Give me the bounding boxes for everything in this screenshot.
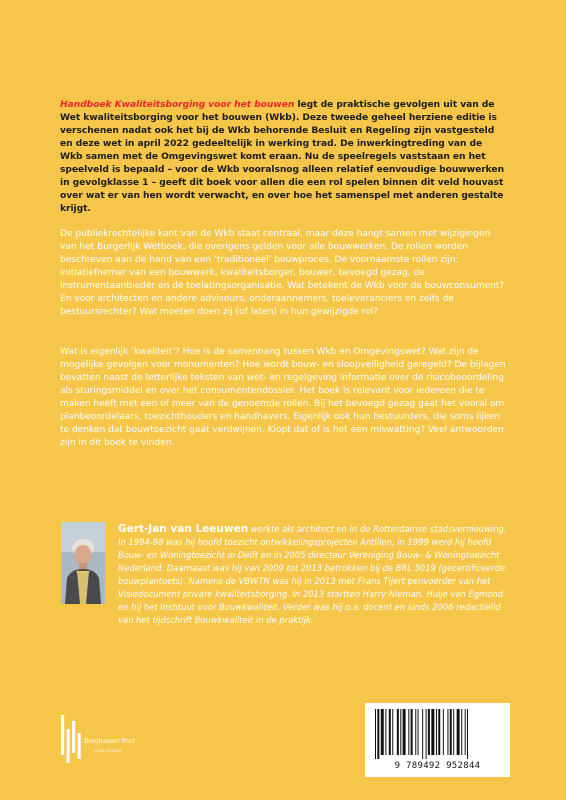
barcode-bar: [461, 709, 462, 755]
publisher-name: Berghauser Pont: [84, 738, 136, 745]
barcode-bar: [400, 709, 401, 755]
author-name: Gert-Jan van Leeuwen: [118, 523, 249, 535]
barcode-bars: [373, 709, 502, 759]
barcode-bar: [408, 709, 409, 755]
barcode-bar: [377, 709, 379, 759]
author-portrait-image: [61, 522, 105, 604]
isbn-barcode: [365, 703, 510, 777]
publisher-logo-mark: [60, 715, 82, 763]
barcode-bar: [411, 709, 413, 755]
barcode-bar: [443, 709, 444, 755]
author-bio: [118, 523, 510, 627]
barcode-bar: [436, 709, 437, 755]
barcode-bar: [428, 709, 430, 755]
barcode-bar: [422, 709, 423, 759]
body-paragraph-roles: De publiekrechtelijke kant van de Wkb staat centraal, maar deze hangt samen met wijzigingen van het Burgerlijk Wetboek, die overigens gelden voor alle bouwwerken. De rollen worden beschreven aan de hand van een ‘traditioneel’ bouwproces. De voornaamste rollen zijn: initiatiefnemer van een bouwwerk, kwaliteitsborger, bouwer, bevoegd gezag, de instrumentaanbieder en de toelatingsorganisatie. Wat betekent de Wkb voor de bouwconsument? En voor architecten en andere adviseurs, onderaannemers, toeleveranciers en zelfs de bestuursrechter? Wat moeten doen zij (of laten) in hun gewijzigde rol?: [60, 229, 505, 317]
barcode-bar: [389, 709, 391, 755]
barcode-bar: [450, 709, 452, 755]
book-title: Handboek Kwaliteitsborging voor het bouwen: [60, 100, 295, 110]
barcode-bar: [397, 709, 399, 755]
barcode-bar: [457, 709, 460, 755]
body-paragraph-quality: Wat is eigenlijk ‘kwaliteit’? Hoe is de samenhang tussen Wkb en Omgevingswet? Wat zijn de mogelijke gevolgen voor monumenten? Hoe wordt bouw- en sloopveiligheid geregeld? De bijlagen bevatten naast de letterlijke teksten van wet- en regelgeving informatie over de risicobeoordeling als sturingsmiddel en over het consumentendossier. Het boek is relevant voor iedereen die te maken heeft met een of meer van de genoemde rollen. Bij het bevoegd gezag gaat het vooral om planbeoordelaars, toezichthouders en handhavers. Eigenlijk ook hun bestuurders, die soms lijken te denken dat bouwtoezicht gaat verdwijnen. Klopt dat of is het een miswatting? Veel antwoorden zijn in dit boek te vinden.: [60, 347, 506, 448]
barcode-digits: 9 789492 952844: [394, 761, 481, 771]
barcode-bar: [381, 709, 384, 755]
barcode-bar: [438, 709, 440, 755]
barcode-bar: [403, 709, 406, 755]
barcode-bar: [467, 709, 468, 759]
barcode-bar: [453, 709, 454, 755]
barcode-bar: [465, 709, 466, 755]
barcode-bar: [392, 709, 393, 755]
intro-text: legt de praktische gevolgen uit van de Wet kwaliteitsborging voor het bouwen (Wkb). Deze tweede geheel herziene editie is verschenen nadat ook het bij de Wkb behorende Besluit en Regeling zijn vastgesteld en deze wet in april 2022 gedeeltelijk in werking trad. De inwerkingtreding van de Wkb samen met de Omgevingswet komt eraan. Nu de speelregels vaststaan en het speelveld is bepaald – voor de Wkb vooralsnog alleen relatief eenvoudige bouwwerken in gevolgklasse 1 – geeft dit boek voor allen die een rol spelen binnen dit veld houvast over wat er van hen wordt verwacht, en over hoe het samenspel met anderen gestalte krijgt.: [60, 100, 505, 214]
barcode-bar: [431, 709, 434, 755]
publisher-sub: PUBLISHING: [94, 748, 123, 753]
author-photo: [61, 522, 105, 604]
author-bio-text: werkte als architect en in de Rotterdamse stadsvernieuwing. In 1994-98 was hij hoofd toezicht ontwikkelingsprojecten Antillen, in 1999 werd hij hoofd Bouw- en Woningtoezicht in Delft en in 2005 directeur Vereniging Bouw- & Woningtoezicht Nederland. Daarnaast was hij van 2009 tot 2013 betrokken bij de BRL 5019 (gecertificeerde bouwplantoets). Namens de VBWTN was hij in 2013 met Frans Tijert penvoerder van het Visiedocument private kwaliteitsborging. In 2013 startten Harry Nieman, Huije van Egmond en hij het Instituut voor Bouwkwaliteit. Verder was hij o.a. docent en sinds 2006 redactielid van het tijdschrift Bouwkwaliteit in de praktijk.: [118, 524, 507, 625]
barcode-bar: [426, 709, 427, 759]
intro-paragraph: [60, 99, 507, 216]
barcode-bar: [375, 709, 376, 759]
barcode-bar: [447, 709, 448, 755]
barcode-bar: [415, 709, 416, 755]
barcode-bar: [385, 709, 386, 755]
publisher-logo: [60, 715, 190, 763]
barcode-bar: [418, 709, 419, 755]
